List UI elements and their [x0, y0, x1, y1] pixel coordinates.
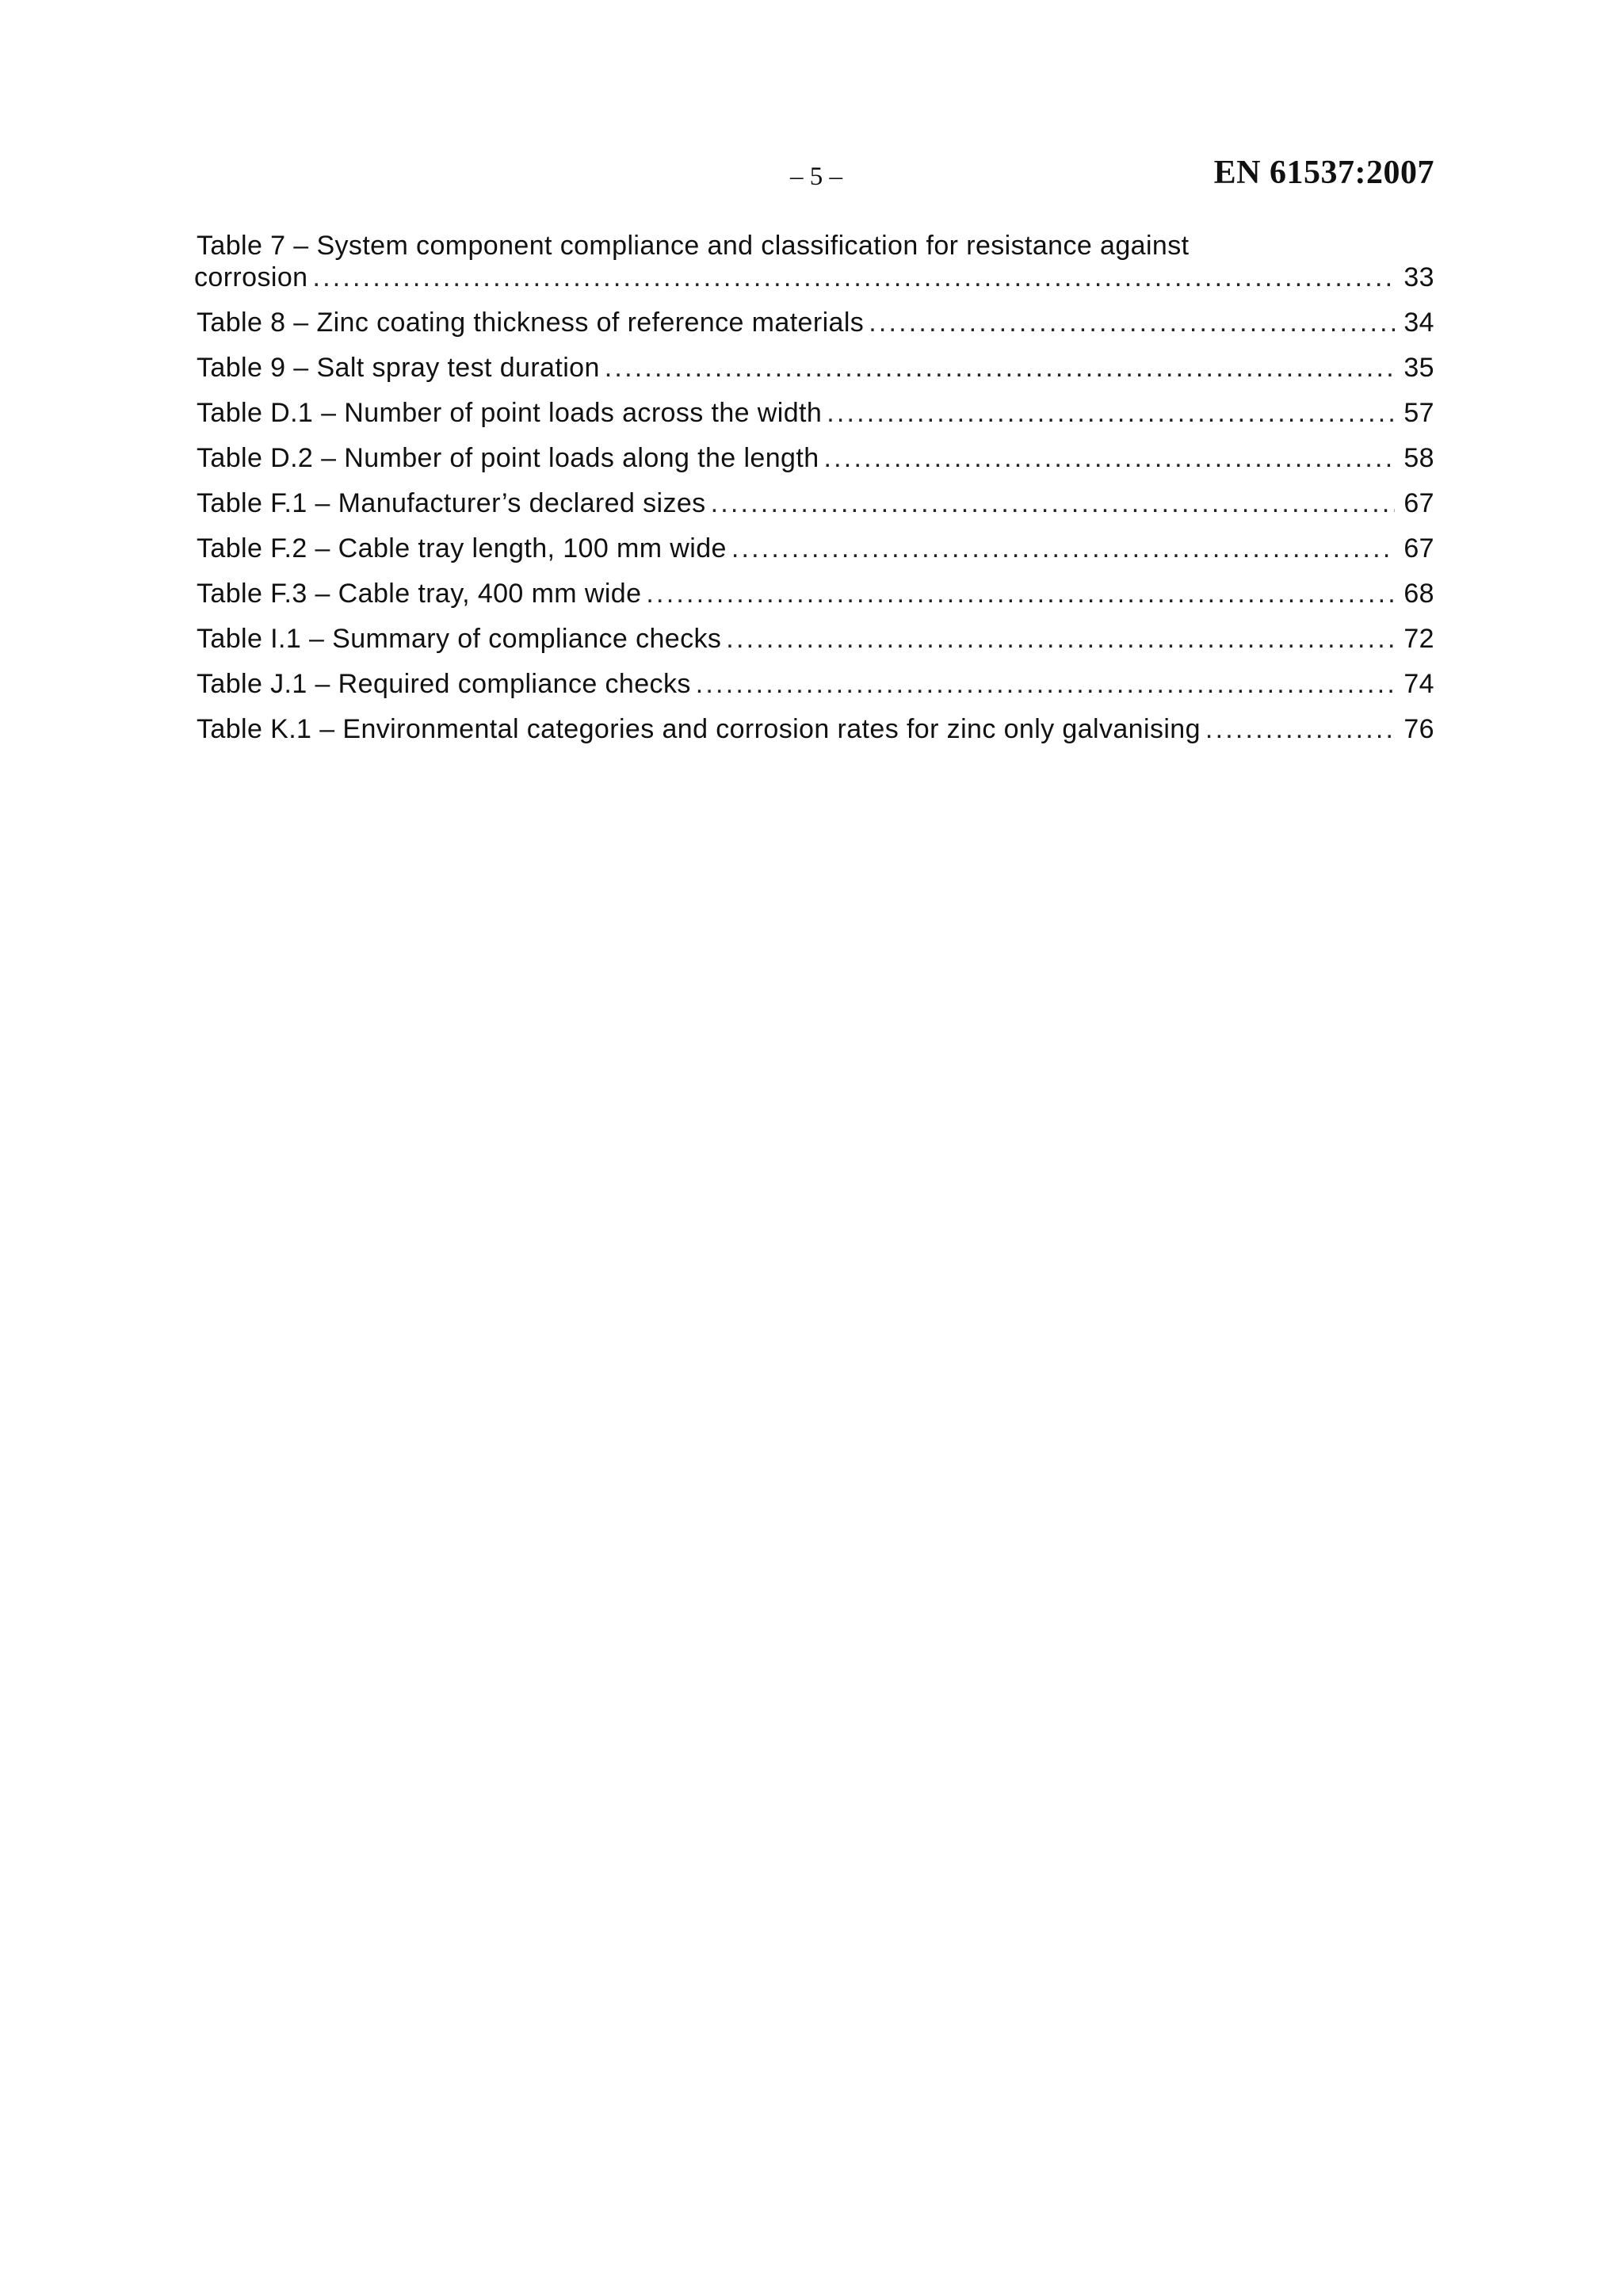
page-number: – 5 – — [790, 162, 842, 191]
document-id: EN 61537:2007 — [1213, 155, 1434, 191]
toc-page-number: 68 — [1403, 579, 1434, 609]
table-of-contents — [194, 230, 1434, 758]
toc-entry-table-f2[interactable] — [197, 533, 1434, 564]
toc-entry-title: corrosion — [194, 262, 308, 292]
toc-entry-table-f3[interactable] — [197, 578, 1434, 609]
toc-dot-leader — [726, 623, 1395, 655]
toc-page-number: 57 — [1403, 398, 1434, 428]
toc-entry-table-7[interactable] — [194, 230, 1434, 293]
toc-dot-leader — [827, 397, 1395, 429]
toc-dot-leader — [824, 442, 1396, 474]
toc-dot-leader — [869, 307, 1395, 338]
toc-dot-leader — [711, 487, 1395, 519]
toc-entry-table-k1[interactable] — [197, 713, 1434, 745]
toc-entry-title: Table F.2 – Cable tray length, 100 mm wide — [197, 533, 727, 563]
toc-dot-leader — [646, 578, 1395, 609]
toc-entry-title: Table K.1 – Environmental categories and corrosion rates for zinc only galvanising — [197, 714, 1201, 744]
toc-entry-table-d1[interactable] — [197, 397, 1434, 429]
toc-entry-title: Table 9 – Salt spray test duration — [197, 353, 600, 383]
toc-entry-title: Table D.2 – Number of point loads along the length — [197, 443, 819, 473]
toc-entry-title: Table I.1 – Summary of compliance checks — [197, 624, 722, 654]
toc-dot-leader — [1205, 713, 1395, 745]
toc-entry-title: Table J.1 – Required compliance checks — [197, 669, 691, 699]
toc-page-number: 67 — [1403, 533, 1434, 563]
toc-page-number: 67 — [1403, 488, 1434, 518]
toc-page-number: 72 — [1403, 624, 1434, 654]
toc-page-number: 76 — [1403, 714, 1434, 744]
toc-page-number: 34 — [1403, 308, 1434, 338]
toc-page-number: 74 — [1403, 669, 1434, 699]
toc-entry-table-j1[interactable] — [197, 668, 1434, 700]
toc-entry-table-8[interactable] — [197, 307, 1434, 338]
toc-entry-title: Table 8 – Zinc coating thickness of reference materials — [197, 308, 865, 338]
toc-dot-leader — [605, 352, 1395, 384]
toc-dot-leader — [312, 262, 1395, 293]
toc-entry-title: Table F.3 – Cable tray, 400 mm wide — [197, 579, 642, 609]
toc-entry-title-line1: Table 7 – System component compliance and classification for resistance against — [197, 231, 1190, 261]
toc-page-number: 33 — [1403, 262, 1434, 292]
toc-entry-table-d2[interactable] — [197, 442, 1434, 474]
toc-page-number: 35 — [1403, 353, 1434, 383]
toc-entry-title: Table D.1 – Number of point loads across the width — [197, 398, 823, 428]
toc-entry-table-9[interactable] — [197, 352, 1434, 384]
toc-entry-table-f1[interactable] — [197, 487, 1434, 519]
toc-dot-leader — [696, 668, 1395, 700]
toc-entry-title: Table F.1 – Manufacturer’s declared sizes — [197, 488, 706, 518]
toc-dot-leader — [731, 533, 1395, 564]
toc-entry-table-i1[interactable] — [197, 623, 1434, 655]
toc-page-number: 58 — [1403, 443, 1434, 473]
